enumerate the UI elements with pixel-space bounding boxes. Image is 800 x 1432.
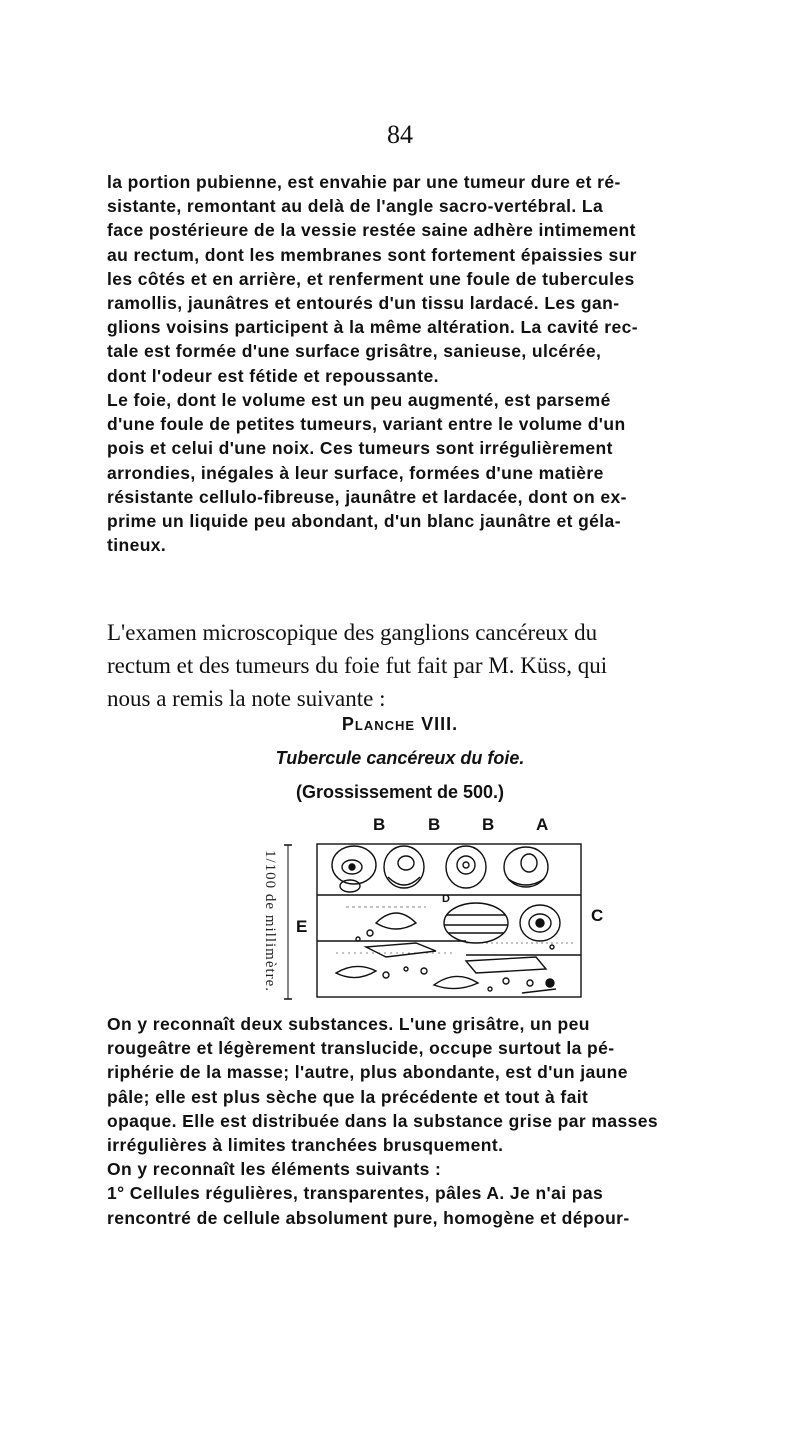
paragraph-microscopic-exam [107,616,747,715]
text-line: dont l'odeur est fétide et repoussante. [107,365,439,386]
text-line: rencontré de cellule absolument pure, homogène et dépour- [107,1207,630,1228]
text-line: nous a remis la note suivante : [107,686,386,711]
plate-magnification: (Grossissement de 500.) [295,782,505,802]
plate-title: Planche VIII. [341,714,459,734]
text-line: riphérie de la masse; l'autre, plus abondante, est d'un jaune [107,1062,628,1083]
figure-label-b2: B [428,815,441,834]
text-line: ramollis, jaunâtres et entourés d'un tissu lardacé. Les gan- [107,293,620,314]
figure-label-b3: B [482,815,495,834]
text-line: On y reconnaît deux substances. L'une grisâtre, un peu [107,1014,590,1034]
microscopy-figure [316,843,582,998]
figure-label-e: E [296,917,308,936]
text-line: prime un liquide peu abondant, d'un blanc jaunâtre et géla- [107,511,621,532]
text-line: On y reconnaît les éléments suivants : [107,1159,442,1180]
text-line: Le foie, dont le volume est un peu augmenté, est parsemé [107,390,611,410]
paragraph-liver [107,388,739,557]
tubercle-illustration [316,843,582,998]
text-line: pois et celui d'une noix. Ces tumeurs sont irrégulièrement [107,438,613,459]
text-line: L'examen microscopique des ganglions cancéreux du [107,620,598,645]
figure-label-b1: B [373,815,386,834]
text-line: rougeâtre et légèrement translucide, occupe surtout la pé- [107,1038,615,1059]
paragraph-bladder [107,170,739,388]
text-line: 1° Cellules régulières, transparentes, pâles A. Je n'ai pas [107,1183,604,1204]
text-line: tineux. [107,535,167,556]
text-line: face postérieure de la vessie restée saine adhère intimement [107,220,636,241]
text-line: au rectum, dont les membranes sont fortement épaissies sur [107,244,637,265]
figure-label-c: C [591,906,604,925]
paragraph-substances [107,1012,739,1230]
figure-label-a: A [536,815,549,834]
text-line: la portion pubienne, est envahie par une tumeur dure et ré- [107,172,621,192]
text-line: résistante cellulo-fibreuse, jaunâtre et lardacée, dont on ex- [107,486,627,507]
text-line: sistante, remontant au delà de l'angle sacro-vertébral. La [107,196,604,217]
text-line: tale est formée d'une surface grisâtre, sanieuse, ulcérée, [107,341,602,362]
text-line: glions voisins participent à la même altération. La cavité rec- [107,317,638,338]
scale-bar [282,843,294,1003]
scale-caption: 1/100 de millimètre. [262,850,278,993]
text-line: rectum et des tumeurs du foie fut fait par M. Küss, qui [107,653,608,678]
text-line: irrégulières à limites tranchées brusquement. [107,1135,504,1156]
text-line: d'une foule de petites tumeurs, variant entre le volume d'un [107,414,626,435]
text-line: opaque. Elle est distribuée dans la substance grise par masses [107,1110,658,1131]
text-line: arrondies, inégales à leur surface, formées d'une matière [107,462,604,483]
plate-subtitle: Tubercule cancéreux du foie. [275,748,525,768]
text-line: les côtés et en arrière, et renferment une foule de tubercules [107,268,635,289]
text-line: pâle; elle est plus sèche que la précédente et tout à fait [107,1086,589,1107]
page-number: 84 [387,120,413,149]
figure-label-d: D [442,893,450,905]
